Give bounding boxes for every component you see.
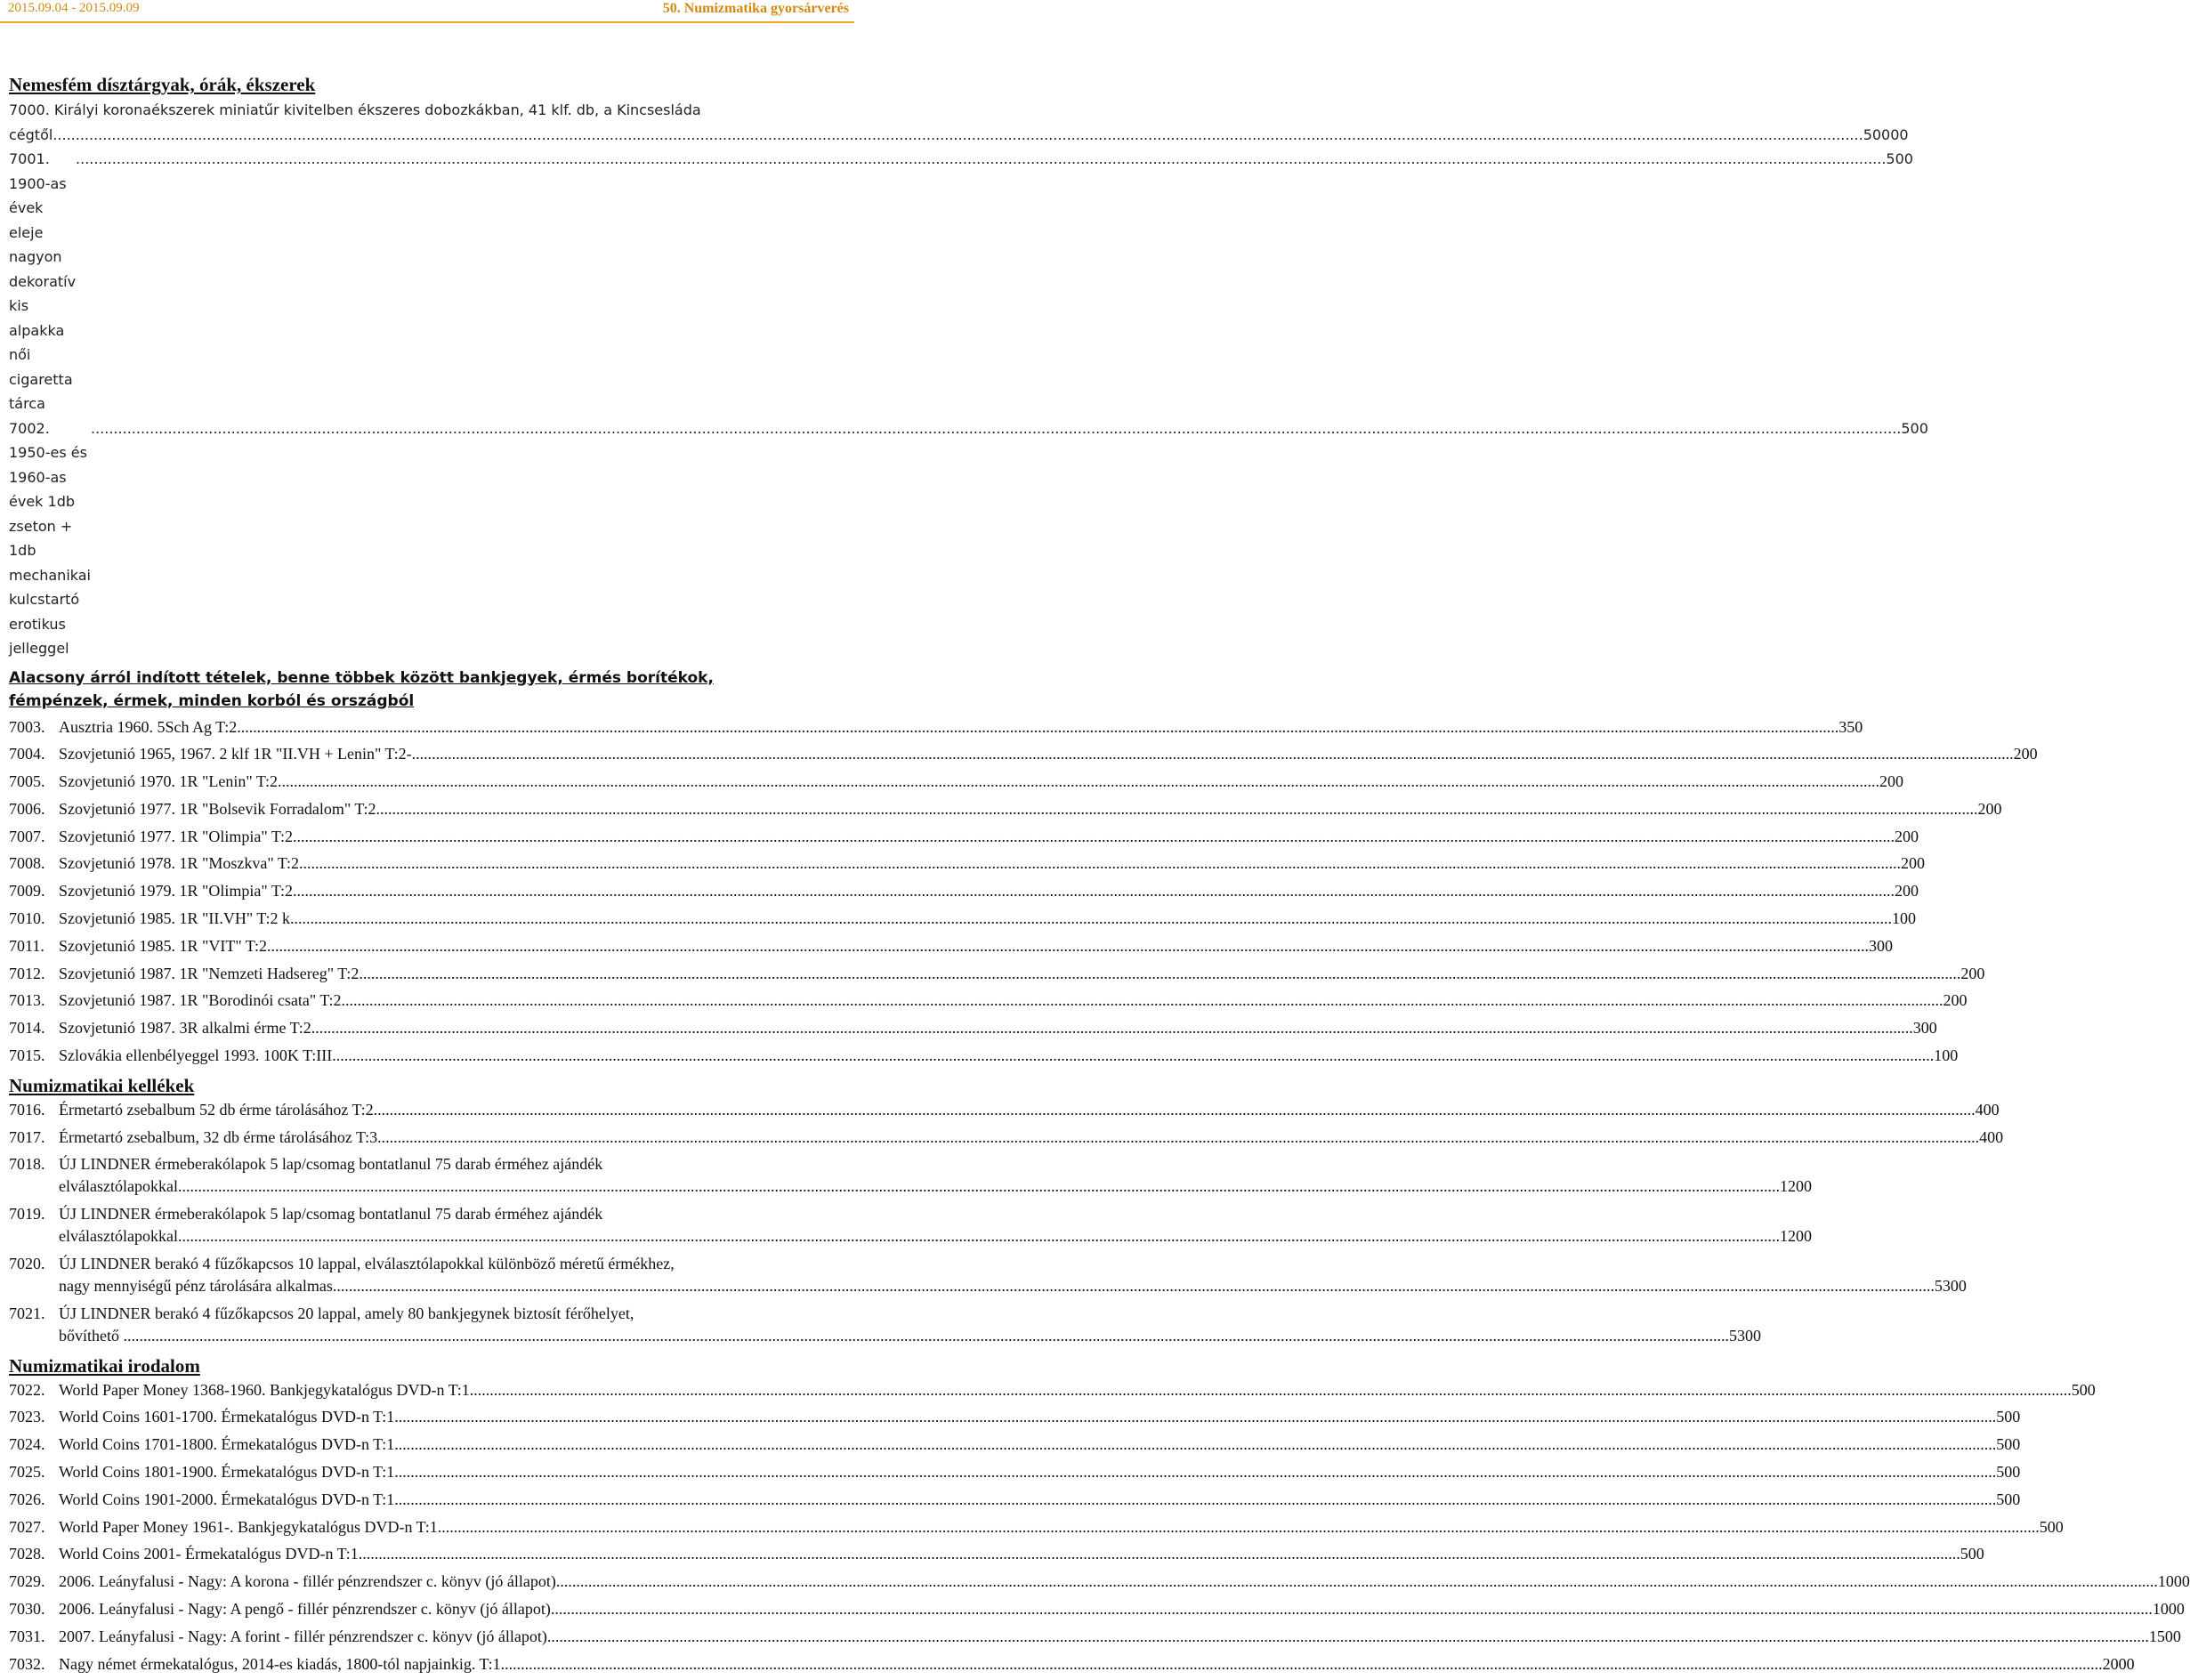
- lot-body: [59, 1653, 2135, 1676]
- price-line: [59, 1325, 1761, 1347]
- section-heading-accessories: Numizmatikai kellékek: [9, 1074, 195, 1096]
- starting-price: 200: [1879, 772, 1903, 791]
- lot-number: 7006.: [9, 799, 45, 818]
- item-text: bővíthető .: [59, 1326, 127, 1345]
- starting-price: 200: [1960, 964, 1985, 982]
- lot-item: [9, 880, 1919, 902]
- lot-item: [9, 1571, 2190, 1593]
- lot-item: [9, 963, 1985, 985]
- lot-item: [9, 743, 2038, 765]
- item-text: World Coins 1801-1900. Érmekatalógus DVD-n T:1: [59, 1463, 395, 1482]
- lot-item: [9, 1489, 2021, 1511]
- lot-number: 7021.: [9, 1304, 45, 1322]
- lot-item: [9, 1303, 1761, 1347]
- price-line: [59, 1225, 1812, 1248]
- dot-leader: ................................................................................................................................................................................................................................................................................................................................................................................................................: [91, 419, 1902, 437]
- item-text: World Coins 1601-1700. Érmekatalógus DVD-n T:1: [59, 1408, 395, 1426]
- price-line: [59, 743, 2038, 765]
- lot-body: [59, 1127, 2003, 1149]
- starting-price: 200: [1977, 799, 2002, 818]
- lot-item: [9, 1017, 1937, 1039]
- dot-leader: ................................................................................................................................................................................................................................................................................................................................................................................................................: [237, 717, 1839, 736]
- dot-leader: ................................................................................................................................................................................................................................................................................................................................................................................................................: [394, 1435, 1997, 1454]
- item-text: Szovjetunió 1978. 1R "Moszkva" T:2: [59, 854, 299, 873]
- item-text: ÚJ LINDNER berakó 4 fűzőkapcsos 10 lappal, elválasztólapokkal különböző méretű érmékhez,: [59, 1255, 675, 1273]
- lot-item: [9, 1153, 1812, 1198]
- dot-leader: ................................................................................................................................................................................................................................................................................................................................................................................................................: [289, 909, 1892, 928]
- price-line: [59, 1543, 1984, 1565]
- dot-leader: ................................................................................................................................................................................................................................................................................................................................................................................................................: [376, 799, 1978, 818]
- lot-body: [59, 826, 1919, 848]
- item-text: Szovjetunió 1977. 1R "Olimpia" T:2: [59, 827, 293, 845]
- item-text: Szovjetunió 1987. 1R "Borodinói csata" T:2: [59, 991, 342, 1010]
- starting-price: 5300: [1729, 1326, 1761, 1345]
- lot-number: 7032.: [9, 1654, 45, 1673]
- dot-leader: ................................................................................................................................................................................................................................................................................................................................................................................................................: [177, 1227, 1780, 1246]
- lot-item: [9, 1626, 2181, 1648]
- starting-price: 500: [1960, 1545, 1984, 1563]
- dot-leader: ................................................................................................................................................................................................................................................................................................................................................................................................................: [373, 1100, 1976, 1119]
- lot-item: [9, 826, 1919, 848]
- starting-price: 300: [1868, 936, 1893, 955]
- lot-number: 7012.: [9, 964, 45, 982]
- lot-body: [59, 989, 1967, 1012]
- dot-leader: ................................................................................................................................................................................................................................................................................................................................................................................................................: [127, 1326, 1729, 1345]
- price-line: [59, 1571, 2190, 1593]
- price-line: [59, 1516, 2064, 1539]
- dot-leader: ................................................................................................................................................................................................................................................................................................................................................................................................................: [546, 1627, 2149, 1645]
- dot-leader: ................................................................................................................................................................................................................................................................................................................................................................................................................: [394, 1408, 1997, 1426]
- lot-item: [9, 1653, 2135, 1676]
- item-text: elválasztólapokkal: [59, 1227, 178, 1246]
- lot-number: 7005.: [9, 772, 45, 791]
- lot-number: 7025.: [9, 1463, 45, 1482]
- dot-leader: ................................................................................................................................................................................................................................................................................................................................................................................................................: [177, 1177, 1780, 1196]
- starting-price: 500: [1996, 1435, 2021, 1454]
- dot-leader: ................................................................................................................................................................................................................................................................................................................................................................................................................: [550, 1600, 2153, 1619]
- starting-price: 200: [1943, 991, 1968, 1010]
- lot-number: 7017.: [9, 1127, 45, 1146]
- lot-body: [59, 935, 1893, 957]
- dot-leader: ................................................................................................................................................................................................................................................................................................................................................................................................................: [411, 745, 2014, 763]
- lot-body: [59, 1516, 2064, 1539]
- lot-number: 7010.: [9, 909, 45, 928]
- starting-price: 500: [2071, 1380, 2096, 1399]
- starting-price: 500: [2039, 1517, 2064, 1536]
- section-low-price: [9, 716, 2038, 1068]
- price-line: [59, 852, 1925, 875]
- starting-price: 300: [1912, 1019, 1937, 1038]
- lot-number: 7014.: [9, 1019, 45, 1038]
- price-line: [59, 935, 1893, 957]
- section-heading-literature: Numizmatikai irodalom: [9, 1354, 200, 1377]
- lot-item: [9, 852, 1925, 875]
- lot-item: [9, 798, 2002, 820]
- lot-body: [59, 716, 1863, 739]
- item-text: World Coins 2001- Érmekatalógus DVD-n T:1: [59, 1545, 359, 1563]
- dot-leader: ................................................................................................................................................................................................................................................................................................................................................................................................................: [359, 964, 1961, 982]
- catalog-content: [9, 71, 2190, 1680]
- item-text: 2006. Leányfalusi - Nagy: A pengő - fillér pénzrendszer c. könyv (jó állapot): [59, 1600, 551, 1619]
- price-line: [59, 826, 1919, 848]
- lot-number: 7011.: [9, 936, 44, 955]
- lot-item: [9, 1045, 1959, 1067]
- lot-body: [59, 1434, 2020, 1456]
- section-accessories: [9, 1099, 2004, 1347]
- dot-leader: ................................................................................................................................................................................................................................................................................................................................................................................................................: [332, 1277, 1935, 1296]
- lot-number: 7016.: [9, 1100, 45, 1119]
- lot-item: [9, 771, 1903, 793]
- item-text: Szlovákia ellenbélyeggel 1993. 100K T:III: [59, 1046, 333, 1065]
- lot-number: 7030.: [9, 1600, 45, 1619]
- item-text: Szovjetunió 1987. 3R alkalmi érme T:2: [59, 1019, 311, 1038]
- starting-price: 1000: [2157, 1572, 2190, 1591]
- lot-body: [59, 852, 1925, 875]
- starting-price: 2000: [2102, 1654, 2135, 1673]
- lot-item: [9, 989, 1968, 1012]
- lot-body: [59, 771, 1903, 793]
- dot-leader: ................................................................................................................................................................................................................................................................................................................................................................................................................: [555, 1572, 2158, 1591]
- price-line: [59, 989, 1967, 1012]
- lot-body: [59, 1045, 1958, 1067]
- dot-leader: ................................................................................................................................................................................................................................................................................................................................................................................................................: [277, 772, 1879, 791]
- dot-leader: ................................................................................................................................................................................................................................................................................................................................................................................................................: [394, 1463, 1997, 1482]
- item-text: Szovjetunió 1965, 1967. 2 klf 1R "II.VH + Lenin" T:2-: [59, 745, 412, 763]
- price-line: [59, 1175, 1812, 1198]
- auction-dates: 2015.09.04 - 2015.09.09: [8, 1, 140, 15]
- item-text: cégtől: [9, 125, 53, 143]
- item-text: World Paper Money 1961-. Bankjegykatalógus DVD-n T:1: [59, 1517, 438, 1536]
- starting-price: 1500: [2148, 1627, 2181, 1645]
- dot-leader: ................................................................................................................................................................................................................................................................................................................................................................................................................: [53, 125, 1863, 143]
- lot-item: [9, 98, 1909, 147]
- lot-number: 7027.: [9, 1517, 45, 1536]
- lot-number: 7015.: [9, 1046, 45, 1065]
- item-text: Érmetartó zsebalbum, 32 db érme tárolásához T:3: [59, 1127, 378, 1146]
- lot-item: [9, 147, 1913, 416]
- lot-body: [59, 1598, 2185, 1620]
- dot-leader: ................................................................................................................................................................................................................................................................................................................................................................................................................: [437, 1517, 2040, 1536]
- section-literature: [9, 1379, 2190, 1676]
- lot-item: [9, 908, 1916, 930]
- starting-price: 200: [1894, 882, 1919, 901]
- item-text: Érmetartó zsebalbum 52 db érme tárolásához T:2: [59, 1100, 374, 1119]
- dot-leader: ................................................................................................................................................................................................................................................................................................................................................................................................................: [76, 150, 1887, 167]
- starting-price: 500: [1996, 1408, 2021, 1426]
- lot-body: [59, 880, 1919, 902]
- lot-item: [9, 1516, 2064, 1539]
- page-header: [0, 0, 854, 23]
- item-text: Szovjetunió 1970. 1R "Lenin" T:2: [59, 772, 278, 791]
- price-line: [59, 1626, 2181, 1648]
- starting-price: 400: [1979, 1127, 2004, 1146]
- price-line: [59, 1045, 1958, 1067]
- lot-body: [59, 798, 2001, 820]
- lot-number: 7031.: [9, 1627, 45, 1645]
- starting-price: 350: [1838, 717, 1863, 736]
- lot-item: [9, 1434, 2021, 1456]
- lot-number: 7003.: [9, 717, 45, 736]
- starting-price: 100: [1891, 909, 1916, 928]
- starting-price: 500: [1886, 150, 1913, 167]
- lot-item: [9, 935, 1893, 957]
- lot-item: [9, 1598, 2185, 1620]
- section-heading-low-price: Alacsony árról indított tételek, benne többek között bankjegyek, érmés borítékok, fémpénzek, érmek, minden korból és országból: [9, 668, 714, 710]
- lot-body: [59, 1017, 1937, 1039]
- lot-body: [59, 1571, 2190, 1593]
- item-text: Szovjetunió 1979. 1R "Olimpia" T:2: [59, 882, 293, 901]
- lot-item: [9, 1461, 2021, 1483]
- item-text: elválasztólapokkal: [59, 1177, 178, 1196]
- price-line: [59, 1406, 2020, 1428]
- lot-number: 7028.: [9, 1545, 45, 1563]
- lot-number: 7009.: [9, 882, 45, 901]
- starting-price: 200: [1900, 854, 1925, 873]
- dot-leader: ................................................................................................................................................................................................................................................................................................................................................................................................................: [500, 1654, 2103, 1673]
- starting-price: 400: [1975, 1100, 2000, 1119]
- lot-number: 7024.: [9, 1435, 45, 1454]
- lot-item: [9, 1406, 2021, 1428]
- item-text: 2007. Leányfalusi - Nagy: A forint - fillér pénzrendszer c. könyv (jó állapot): [59, 1627, 547, 1645]
- item-text: ÚJ LINDNER érmeberakólapok 5 lap/csomag bontatlanul 75 darab érméhez ajándék: [59, 1155, 603, 1174]
- price-line: [59, 1489, 2020, 1511]
- lot-body: [59, 1099, 2000, 1121]
- lot-item: [9, 1379, 2096, 1401]
- lot-item: [9, 1099, 2000, 1121]
- lot-number: 7004.: [9, 745, 45, 763]
- lot-body: [59, 1626, 2181, 1648]
- price-line: [59, 1461, 2020, 1483]
- dot-leader: ................................................................................................................................................................................................................................................................................................................................................................................................................: [469, 1380, 2072, 1399]
- lot-number: 7026.: [9, 1490, 45, 1508]
- dot-leader: ................................................................................................................................................................................................................................................................................................................................................................................................................: [341, 991, 1944, 1010]
- item-text: nagy mennyiségű pénz tárolására alkalmas: [59, 1277, 333, 1296]
- dot-leader: ................................................................................................................................................................................................................................................................................................................................................................................................................: [292, 882, 1895, 901]
- lot-body: [59, 1303, 1761, 1347]
- price-line: [59, 1653, 2135, 1676]
- item-text: 7000. Királyi koronaékszerek miniatűr kivitelben ékszeres dobozkákban, 41 klf. db, a Kincsesláda: [9, 101, 701, 118]
- item-text: World Coins 1701-1800. Érmekatalógus DVD-n T:1: [59, 1435, 395, 1454]
- price-line: [59, 1434, 2020, 1456]
- lot-number: 7018.: [9, 1155, 45, 1174]
- starting-price: 200: [2013, 745, 2038, 763]
- lot-body: [59, 1406, 2020, 1428]
- lot-number: 7008.: [9, 854, 45, 873]
- lot-item: [9, 1253, 1967, 1297]
- dot-leader: ................................................................................................................................................................................................................................................................................................................................................................................................................: [377, 1127, 1980, 1146]
- price-line: [59, 963, 1984, 985]
- lot-body: [59, 1379, 2096, 1401]
- dot-leader: ................................................................................................................................................................................................................................................................................................................................................................................................................: [332, 1046, 1935, 1065]
- price-line: [9, 123, 1909, 148]
- item-text: Szovjetunió 1977. 1R "Bolsevik Forradalom" T:2: [59, 799, 376, 818]
- lot-item: [9, 1127, 2004, 1149]
- auction-title: 50. Numizmatika gyorsárverés: [662, 1, 849, 16]
- dot-leader: ................................................................................................................................................................................................................................................................................................................................................................................................................: [358, 1545, 1960, 1563]
- price-line: [59, 908, 1916, 930]
- starting-price: 100: [1934, 1046, 1959, 1065]
- lot-body: [59, 1543, 1984, 1565]
- price-line: [59, 1379, 2096, 1401]
- dot-leader: ................................................................................................................................................................................................................................................................................................................................................................................................................: [298, 854, 1901, 873]
- item-text: ÚJ LINDNER berakó 4 fűzőkapcsos 20 lappal, amely 80 bankjegynek biztosít férőhelyet,: [59, 1304, 634, 1322]
- lot-number: 7007.: [9, 827, 45, 845]
- starting-price: 500: [1901, 419, 1928, 437]
- price-line: [59, 1127, 2003, 1149]
- item-text: Szovjetunió 1985. 1R "VIT" T:2: [59, 936, 267, 955]
- lot-number: 7022.: [9, 1380, 45, 1399]
- lot-body: [59, 1253, 1967, 1297]
- dot-leader: ................................................................................................................................................................................................................................................................................................................................................................................................................: [266, 936, 1869, 955]
- item-text: 7002. 1950-es és 1960-as évek 1db zseton + 1db mechanikai kulcstartó erotikus jelleggel: [9, 419, 91, 657]
- item-text: ÚJ LINDNER érmeberakólapok 5 lap/csomag bontatlanul 75 darab érméhez ajándék: [59, 1205, 603, 1224]
- starting-price: 5300: [1934, 1277, 1967, 1296]
- price-line: [59, 1099, 2000, 1121]
- price-line: [59, 771, 1903, 793]
- lot-body: [59, 1203, 1812, 1248]
- price-line: [59, 1598, 2185, 1620]
- lot-number: 7023.: [9, 1408, 45, 1426]
- item-text: World Coins 1901-2000. Érmekatalógus DVD-n T:1: [59, 1490, 395, 1508]
- lot-item: [9, 416, 1928, 661]
- lot-body: [59, 1461, 2020, 1483]
- price-line: [59, 1017, 1937, 1039]
- lot-body: [59, 963, 1984, 985]
- starting-price: 200: [1894, 827, 1919, 845]
- lot-number: 7019.: [9, 1205, 45, 1224]
- lot-number: 7029.: [9, 1572, 45, 1591]
- item-text: 2006. Leányfalusi - Nagy: A korona - fillér pénzrendszer c. könyv (jó állapot): [59, 1572, 556, 1591]
- section-heading-precious-metal: Nemesfém dísztárgyak, órák, ékszerek: [9, 74, 316, 95]
- starting-price: 1200: [1779, 1177, 1812, 1196]
- lot-body: [59, 743, 2038, 765]
- price-line: [9, 416, 1928, 661]
- section-precious-metal: [9, 98, 1928, 661]
- item-text: Ausztria 1960. 5Sch Ag T:2: [59, 717, 238, 736]
- lot-number: 7013.: [9, 991, 45, 1010]
- price-line: [59, 1275, 1967, 1297]
- price-line: [9, 147, 1913, 416]
- price-line: [59, 716, 1863, 739]
- starting-price: 500: [1996, 1463, 2021, 1482]
- lot-item: [9, 1203, 1812, 1248]
- starting-price: 1200: [1779, 1227, 1812, 1246]
- dot-leader: ................................................................................................................................................................................................................................................................................................................................................................................................................: [394, 1490, 1997, 1508]
- lot-body: [59, 1153, 1812, 1198]
- price-line: [59, 798, 2001, 820]
- starting-price: 50000: [1863, 125, 1909, 143]
- starting-price: 500: [1996, 1490, 2021, 1508]
- dot-leader: ................................................................................................................................................................................................................................................................................................................................................................................................................: [292, 827, 1895, 845]
- dot-leader: ................................................................................................................................................................................................................................................................................................................................................................................................................: [311, 1019, 1913, 1038]
- price-line: [59, 880, 1919, 902]
- item-text: Szovjetunió 1985. 1R "II.VH" T:2 k: [59, 909, 290, 928]
- lot-item: [9, 1543, 1984, 1565]
- starting-price: 1000: [2152, 1600, 2185, 1619]
- item-text: 7001. 1900-as évek eleje nagyon dekoratív kis alpakka női cigaretta tárca: [9, 150, 77, 412]
- item-text: World Paper Money 1368-1960. Bankjegykatalógus DVD-n T:1: [59, 1380, 470, 1399]
- lot-body: [59, 908, 1916, 930]
- item-text: Szovjetunió 1987. 1R "Nemzeti Hadsereg" T:2: [59, 964, 360, 982]
- lot-item: [9, 716, 1863, 739]
- lot-number: 7020.: [9, 1255, 45, 1273]
- item-text: Nagy német érmekatalógus, 2014-es kiadás, 1800-tól napjainkig. T:1: [59, 1654, 501, 1673]
- lot-body: [59, 1489, 2020, 1511]
